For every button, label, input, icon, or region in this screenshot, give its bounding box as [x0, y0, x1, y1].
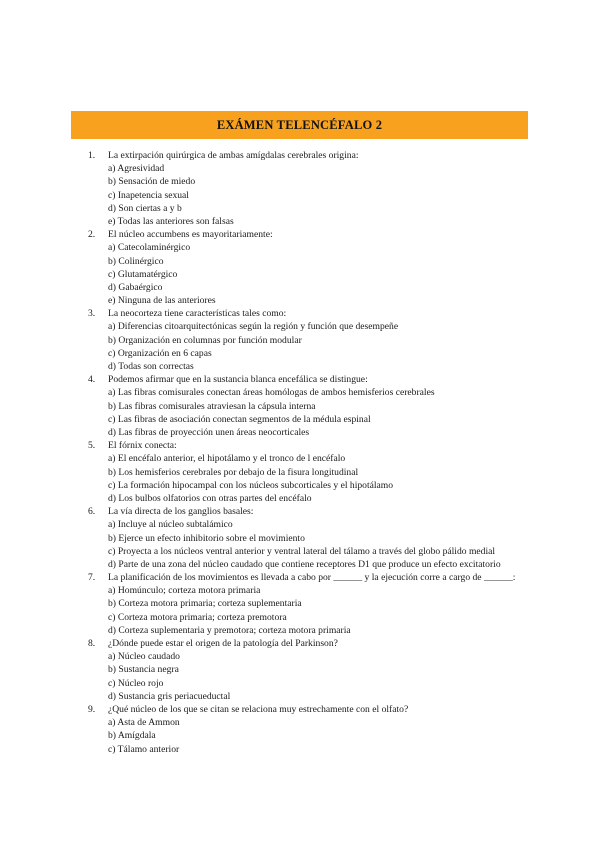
answer-options: [88, 518, 538, 571]
answer-option: a) Homúnculo; corteza motora primaria: [108, 585, 261, 597]
question-number: 7.: [88, 572, 96, 584]
question-stem: [88, 228, 538, 241]
answer-option: d) Corteza suplementaria y premotora; corteza motora primaria: [108, 624, 351, 636]
question-text: La extirpación quirúrgica de ambas amígdalas cerebrales origina:: [108, 150, 359, 161]
answer-option: b) Sensación de miedo: [108, 176, 196, 188]
answer-option: b) Amígdala: [108, 730, 156, 742]
question-number: 1.: [88, 150, 96, 161]
answer-option: c) Proyecta a los núcleos ventral anterior y ventral lateral del tálamo a través del globo pálido medial: [108, 545, 496, 557]
answer-option: a) El encéfalo anterior, el hipotálamo y el tronco de l encéfalo: [108, 453, 346, 465]
answer-option: d) Todas son correctas: [108, 361, 194, 373]
answer-option: a) Asta de Ammon: [108, 717, 180, 729]
question-item: [88, 571, 538, 637]
answer-option: c) Inapetencia sexual: [108, 189, 189, 201]
answer-options: [88, 241, 538, 307]
answer-option: a) Catecolaminérgico: [108, 242, 191, 254]
answer-option: d) Gabaérgico: [108, 281, 163, 293]
question-number: 4.: [88, 374, 96, 386]
question-number: 8.: [88, 638, 96, 650]
answer-option: a) Núcleo caudado: [108, 651, 180, 663]
answer-option: c) Tálamo anterior: [108, 743, 180, 755]
question-text: El fórnix conecta:: [108, 440, 177, 452]
question-text: ¿Qué núcleo de los que se citan se relaciona muy estrechamente con el olfato?: [108, 704, 409, 715]
answer-option: c) Glutamatérgico: [108, 268, 178, 280]
question-stem: [88, 505, 538, 518]
answer-option: a) Incluye al núcleo subtalámico: [108, 519, 233, 531]
answer-options: [88, 162, 538, 228]
answer-options: [88, 584, 538, 637]
question-text: ¿Dónde puede estar el origen de la patología del Parkinson?: [108, 638, 338, 650]
answer-options: [88, 320, 538, 373]
question-item: [88, 637, 538, 703]
question-stem: [88, 307, 538, 320]
question-item: [88, 373, 538, 439]
question-number: 9.: [88, 704, 96, 715]
answer-options: [88, 386, 538, 439]
question-number: 3.: [88, 308, 96, 320]
answer-option: d) Sustancia gris periacueductal: [108, 690, 231, 702]
answer-option: a) Agresividad: [108, 163, 165, 175]
answer-option: a) Diferencias citoarquitectónicas según la región y función que desempeñe: [108, 321, 399, 333]
question-text: La neocorteza tiene características tales como:: [108, 308, 287, 320]
question-number: 5.: [88, 440, 96, 452]
answer-option: e) Ninguna de las anteriores: [108, 295, 216, 307]
question-item: [88, 307, 538, 373]
question-text: La planificación de los movimientos es llevada a cabo por ______ y la ejecución corre a cargo de ______:: [108, 572, 516, 584]
question-text: La vía directa de los ganglios basales:: [108, 506, 254, 518]
question-text: Podemos afirmar que en la sustancia blanca encefálica se distingue:: [108, 374, 368, 386]
page-title: EXÁMEN TELENCÉFALO 2: [216, 117, 383, 132]
answer-option: c) Las fibras de asociación conectan segmentos de la médula espinal: [108, 413, 371, 425]
question-stem: [88, 439, 538, 452]
question-item: [88, 439, 538, 505]
question-item: [88, 228, 538, 307]
answer-options: [88, 650, 538, 703]
answer-options: [88, 452, 538, 505]
question-stem: [88, 373, 538, 386]
answer-option: b) Organización en columnas por función modular: [108, 334, 302, 346]
answer-option: c) Núcleo rojo: [108, 677, 164, 689]
answer-option: b) Ejerce un efecto inhibitorio sobre el movimiento: [108, 532, 305, 544]
question-item: [88, 703, 538, 756]
question-number: 6.: [88, 506, 96, 518]
question-text: El núcleo accumbens es mayoritariamente:: [108, 229, 273, 241]
answer-option: b) Los hemisferios cerebrales por debajo de la fisura longitudinal: [108, 466, 359, 478]
question-list: [88, 149, 538, 756]
answer-option: d) Los bulbos olfatorios con otras partes del encéfalo: [108, 492, 312, 504]
question-item: [88, 149, 538, 228]
question-stem: [88, 703, 538, 716]
question-number: 2.: [88, 229, 96, 241]
answer-option: e) Todas las anteriores son falsas: [108, 215, 234, 227]
answer-option: a) Las fibras comisurales conectan áreas homólogas de ambos hemisferios cerebrales: [108, 387, 435, 399]
question-stem: [88, 149, 538, 162]
answer-option: b) Las fibras comisurales atraviesan la cápsula interna: [108, 400, 316, 412]
answer-option: c) Organización en 6 capas: [108, 347, 212, 359]
question-stem: [88, 637, 538, 650]
answer-option: b) Corteza motora primaria; corteza suplementaria: [108, 598, 302, 610]
answer-option: c) La formación hipocampal con los núcleos subcorticales y el hipotálamo: [108, 479, 394, 491]
answer-option: d) Las fibras de proyección unen áreas neocorticales: [108, 427, 310, 438]
answer-option: b) Colinérgico: [108, 255, 164, 267]
title-banner: [71, 111, 528, 139]
answer-option: c) Corteza motora primaria; corteza premotora: [108, 611, 287, 623]
answer-option: b) Sustancia negra: [108, 664, 179, 676]
question-stem: [88, 571, 538, 584]
answer-option: d) Parte de una zona del núcleo caudado que contiene receptores D1 que produce un efecto excitatorio: [108, 558, 501, 570]
answer-option: d) Son ciertas a y b: [108, 202, 182, 214]
question-item: [88, 505, 538, 571]
answer-options: [88, 716, 538, 756]
